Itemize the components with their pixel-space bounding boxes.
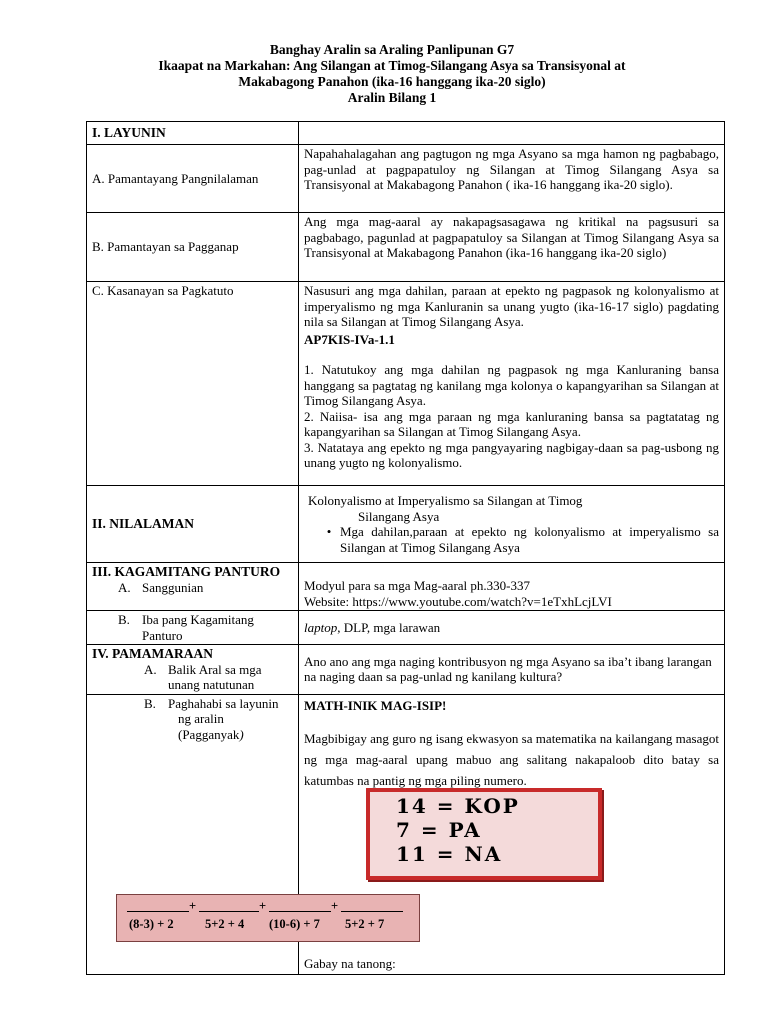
cell-kasanayan bbox=[299, 282, 725, 486]
objective-3: 3. Natataya ang epekto ng mga pangyayaring nagbigay-daan sa pag-usbong ng unang yugto ng kolonyalismo. bbox=[304, 439, 719, 470]
text-pamantayan-sa-pagganap: Ang mga mag-aaral ay nakapagsasagawa ng kritikal na pagsusuri sa pagbabago, pagunlad at pagpapatuloy sa Silangan at Timog Silangang Asya sa Transisyonal at Makabagong Panahon (ika-16 hanggang ika-20 siglo) bbox=[299, 213, 725, 282]
balik-aral-label: A. Balik Aral sa mga unang natutunan bbox=[144, 661, 262, 692]
doc-title: Banghay Aralin sa Araling Panlipunan G7 bbox=[269, 42, 515, 57]
sanggunian-label: A. Sanggunian bbox=[118, 579, 204, 595]
objective-2: 2. Naiisa- isa ang mga paraan ng mga kanluraning bansa sa pagtatatag ng kapangyarihan sa Silangan at Timog Silangang Asya. bbox=[304, 408, 719, 439]
row-pamantayan-sa-pagganap bbox=[87, 213, 725, 282]
expression-3: (10-6) + 7 bbox=[269, 917, 320, 931]
topic-line-2: Silangang Asya bbox=[358, 508, 440, 524]
materials-laptop: laptop bbox=[304, 619, 338, 635]
row-nilalaman bbox=[87, 486, 725, 563]
label-kasanayan: C. Kasanayan sa Pagkatuto bbox=[87, 282, 299, 486]
bullet-icon: • bbox=[326, 524, 332, 539]
section-layunin-title: I. LAYUNIN bbox=[87, 122, 299, 145]
answer-blank-1 bbox=[127, 911, 189, 912]
cell-kagamitan-label bbox=[87, 563, 299, 611]
row-pamantayang-pangnilalaman bbox=[87, 145, 725, 213]
plus-sign-1: + bbox=[189, 899, 197, 913]
expression-1: (8-3) + 2 bbox=[129, 917, 174, 931]
code-key-box bbox=[366, 788, 602, 880]
section-nilalaman-title: II. NILALAMAN bbox=[87, 486, 299, 563]
label-pamantayan-sa-pagganap: B. Pamantayan sa Pagganap bbox=[87, 213, 299, 282]
section-kagamitan-title: III. KAGAMITANG PANTURO bbox=[92, 564, 281, 579]
code-row-14: 14 = KOP bbox=[396, 794, 520, 818]
bullet-text: Mga dahilan,paraan at epekto ng kolonyalismo at imperyalismo sa Silangan at Timog Silangang Asya bbox=[340, 524, 719, 555]
activity-heading: MATH-INIK MAG-ISIP! bbox=[304, 697, 447, 713]
text-pamantayang-pangnilalaman: Napahahalagahan ang pagtugon ng mga Asyano sa mga hamon ng pagbabago, pag-unlad at pagpapatuloy ng Silangan at Timog Silangang Asya sa Transisyonal at Makabagong Panahon ( ika-16 hanggang ika-20 siglo). bbox=[299, 145, 725, 213]
cell-iba-pang-kagamitan bbox=[299, 611, 725, 645]
text-kasanayan: Nasusuri ang mga dahilan, paraan at epekto ng pagpasok ng kolonyalismo at imperyalismo ng mga Kanluranin sa unang yugto (ika-16-17 siglo) pagdating nila sa Silangan at Timog Silangang Asya. bbox=[304, 283, 719, 329]
row-balik-aral bbox=[87, 645, 725, 695]
gabay-na-tanong: Gabay na tanong: bbox=[304, 956, 396, 971]
answer-blank-4 bbox=[341, 911, 403, 912]
lesson-number: Aralin Bilang 1 bbox=[347, 90, 437, 105]
code-row-11: 11 = NA bbox=[396, 842, 503, 866]
doc-subtitle-2: Makabagong Panahon (ika-16 hanggang ika-20 siglo) bbox=[238, 74, 546, 89]
row-layunin bbox=[87, 122, 725, 145]
paghahabi-label: B. Paghahabi sa layunin ng aralin (Pagganyak) bbox=[144, 695, 279, 742]
row-kasanayan bbox=[87, 282, 725, 486]
math-equation-box bbox=[116, 894, 420, 942]
expression-4: 5+2 + 7 bbox=[345, 917, 385, 931]
cell-pamamaraan-label bbox=[87, 645, 299, 695]
sanggunian-website: Website: https://www.youtube.com/watch?v=1eTxhLcjLVI bbox=[304, 593, 612, 609]
row-sanggunian bbox=[87, 563, 725, 611]
cell-iba-pang-kagamitan-label bbox=[87, 611, 299, 645]
competency-code: AP7KIS-IVa-1.1 bbox=[304, 331, 395, 347]
text-balik-aral: Ano ano ang mga naging kontribusyon ng mga Asyano sa iba’t ibang larangan na naging daan sa pag-unlad ng kanilang kultura? bbox=[299, 645, 725, 695]
label-pamantayang-pangnilalaman: A. Pamantayang Pangnilalaman bbox=[87, 145, 299, 213]
answer-blank-3 bbox=[269, 911, 331, 912]
section-pamamaraan-title: IV. PAMAMARAAN bbox=[92, 646, 213, 661]
doc-subtitle-1: Ikaapat na Markahan: Ang Silangan at Timog-Silangang Asya sa Transisyonal at bbox=[158, 58, 626, 73]
code-row-7: 7 = PA bbox=[396, 818, 482, 842]
row-iba-pang-kagamitan bbox=[87, 611, 725, 645]
plus-sign-3: + bbox=[331, 899, 339, 913]
objective-1: 1. Natutukoy ang mga dahilan ng pagpasok ng mga Kanluraning bansa hanggang sa pagtatag ng kanilang mga kolonya o kapangyarihan sa Silangan at Timog Silangang Asya. bbox=[304, 362, 719, 408]
topic-line-1: Kolonyalismo at Imperyalismo sa Silangan at Timog bbox=[308, 493, 583, 508]
document-header bbox=[0, 42, 768, 106]
sanggunian-modyul: Modyul para sa mga Mag-aaral ph.330-337 bbox=[304, 578, 530, 593]
expression-2: 5+2 + 4 bbox=[205, 917, 245, 931]
plus-sign-2: + bbox=[259, 899, 267, 913]
cell-sanggunian bbox=[299, 563, 725, 611]
answer-blank-2 bbox=[199, 911, 259, 912]
topic-bullet bbox=[318, 524, 719, 555]
cell-nilalaman bbox=[299, 486, 725, 563]
iba-pang-kagamitan-label: B. Iba pang Kagamitang Panturo bbox=[118, 612, 254, 643]
activity-instructions: Magbibigay ang guro ng isang ekwasyon sa matematika na kailangang masagot ng mga mag-aaral upang mabuo ang salitang nakapaloob dito batay sa katumbas na pantig ng mga piling numero. bbox=[304, 731, 719, 788]
empty-cell bbox=[299, 122, 725, 145]
materials-rest: , DLP, mga larawan bbox=[337, 619, 441, 635]
